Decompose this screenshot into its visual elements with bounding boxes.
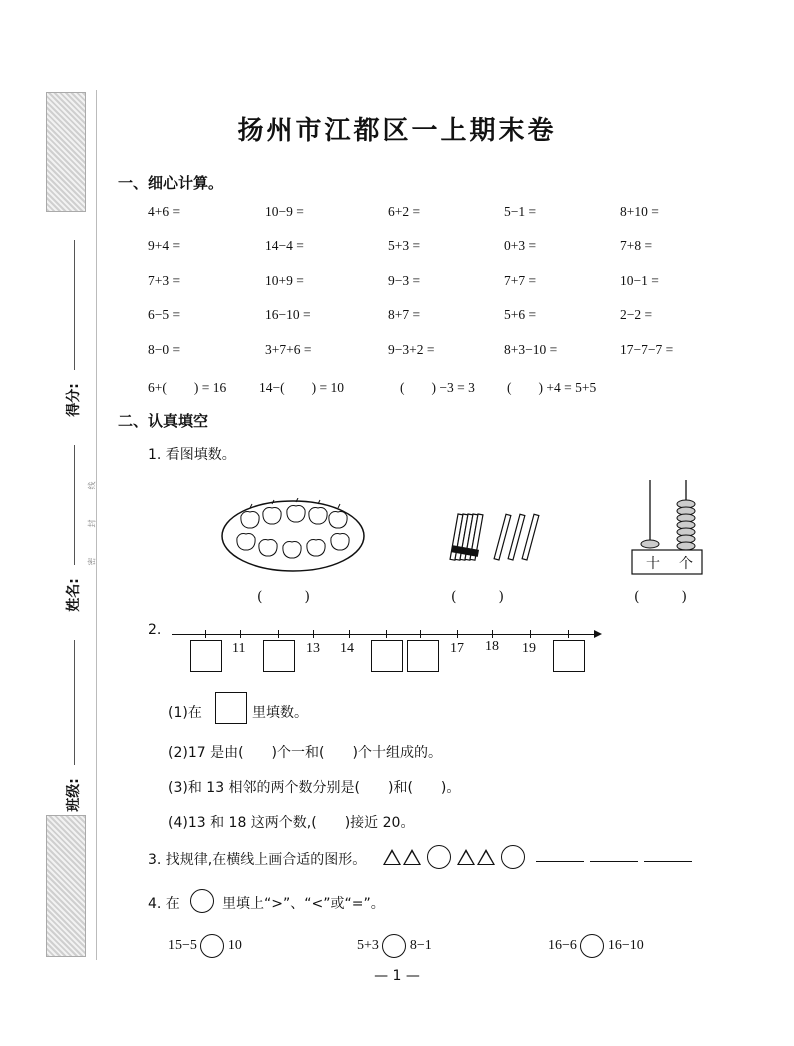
- triangle-icon: [457, 849, 475, 865]
- pattern-shapes: [382, 845, 692, 869]
- number-line-tick: [349, 630, 350, 638]
- sample-box: [215, 692, 247, 724]
- compare-circle[interactable]: [580, 934, 604, 958]
- number-line-tick: [240, 630, 241, 638]
- page-title: 扬州市江都区一上期末卷: [237, 116, 557, 146]
- compare-item: [357, 934, 432, 958]
- section1-heading: 一、细心计算。: [118, 174, 224, 192]
- pears-plate-image: [220, 498, 366, 574]
- number-box[interactable]: [407, 640, 439, 672]
- number-line-tick: [492, 630, 493, 638]
- q2-sub1-prefix: (1)在: [168, 705, 202, 721]
- calc-item: 17−7−7 =: [620, 342, 674, 357]
- number-line-tick: [530, 630, 531, 638]
- number-label: 13: [306, 641, 320, 656]
- number-label: 18: [485, 639, 499, 654]
- cut-line-char: 封: [87, 519, 97, 528]
- abacus-ones-label: 个: [679, 556, 693, 572]
- calc-item: 14−4 =: [265, 238, 304, 253]
- calc-item: 9+4 =: [148, 238, 181, 253]
- calc-item: 8−0 =: [148, 342, 181, 357]
- number-box[interactable]: [371, 640, 403, 672]
- number-line-arrow-icon: [594, 630, 602, 638]
- q2-sub4: (4)13 和 18 这两个数,( )接近 20。: [168, 815, 415, 831]
- number-box[interactable]: [553, 640, 585, 672]
- number-label: 19: [522, 641, 536, 656]
- compare-circle[interactable]: [200, 934, 224, 958]
- number-label: 11: [232, 641, 246, 656]
- compare-item: [548, 934, 644, 958]
- q2-sub3: (3)和 13 相邻的两个数分别是( )和( )。: [168, 780, 461, 796]
- score-label: 得分:: [65, 383, 82, 417]
- stamp-bottom: [46, 815, 86, 957]
- circle-icon: [501, 845, 525, 869]
- abacus-tens-label: 十: [646, 556, 660, 572]
- compare-left: 5+3: [357, 938, 379, 954]
- answer-blank[interactable]: [590, 849, 638, 862]
- number-line-tick: [568, 630, 569, 638]
- number-label: 17: [450, 641, 464, 656]
- sticks-image: [448, 510, 544, 568]
- class-line: [74, 640, 75, 765]
- calc-item: 9−3+2 =: [388, 342, 435, 357]
- compare-right: 16−10: [607, 938, 644, 954]
- compare-circle[interactable]: [382, 934, 406, 958]
- q3-text: 3. 找规律,在横线上画合适的图形。: [148, 852, 367, 868]
- number-label: 14: [340, 641, 354, 656]
- calc-item: 7+8 =: [620, 238, 653, 253]
- q2-label: 2.: [148, 622, 162, 638]
- circle-icon: [190, 889, 214, 913]
- calc-item: 10−9 =: [265, 204, 304, 219]
- compare-left: 16−6: [548, 938, 577, 954]
- calc-item: 6−5 =: [148, 307, 181, 322]
- cut-line-char: 密: [87, 557, 97, 566]
- calc-item: ( ) +4 = 5+5: [507, 380, 597, 395]
- abacus-image: [630, 478, 706, 576]
- q4-suffix: 里填上“>”、“<”或“=”。: [222, 896, 385, 912]
- cut-line-char: 线: [87, 481, 97, 490]
- calc-item: 7+3 =: [148, 273, 181, 288]
- compare-right: 8−1: [409, 938, 432, 954]
- number-line-tick: [457, 630, 458, 638]
- calc-item: 7+7 =: [504, 273, 537, 288]
- triangle-icon: [477, 849, 495, 865]
- calc-item: 6+2 =: [388, 204, 421, 219]
- q1-text: 1. 看图填数。: [148, 447, 236, 463]
- number-line-tick: [313, 630, 314, 638]
- score-line: [74, 240, 75, 370]
- triangle-icon: [383, 849, 401, 865]
- calc-item: 14−( ) = 10: [259, 380, 344, 395]
- calc-item: 8+7 =: [388, 307, 421, 322]
- calc-item: 8+10 =: [620, 204, 659, 219]
- answer-blank[interactable]: [644, 849, 692, 862]
- calc-item: 16−10 =: [265, 307, 311, 322]
- number-box[interactable]: [263, 640, 295, 672]
- number-line-tick: [278, 630, 279, 638]
- answer-paren[interactable]: ( ): [451, 589, 504, 605]
- triangle-icon: [403, 849, 421, 865]
- number-line-tick: [205, 630, 206, 638]
- calc-item: 8+3−10 =: [504, 342, 558, 357]
- calc-item: 5+6 =: [504, 307, 537, 322]
- calc-item: 6+( ) = 16: [148, 380, 227, 395]
- number-box[interactable]: [190, 640, 222, 672]
- q4-prefix: 4. 在: [148, 896, 180, 912]
- calc-item: 0+3 =: [504, 238, 537, 253]
- answer-paren[interactable]: ( ): [257, 589, 310, 605]
- calc-item: 3+7+6 =: [265, 342, 312, 357]
- q2-sub1-suffix: 里填数。: [252, 705, 308, 721]
- calc-item: 9−3 =: [388, 273, 421, 288]
- page-number: — 1 —: [374, 968, 420, 984]
- class-label: 班级:: [65, 778, 82, 812]
- name-line: [74, 445, 75, 565]
- calc-item: ( ) −3 = 3: [400, 380, 475, 395]
- compare-item: [168, 934, 242, 958]
- calc-item: 2−2 =: [620, 307, 653, 322]
- name-label: 姓名:: [65, 578, 82, 612]
- section2-heading: 二、认真填空: [118, 412, 209, 430]
- answer-blank[interactable]: [536, 849, 584, 862]
- compare-left: 15−5: [168, 938, 197, 954]
- calc-item: 4+6 =: [148, 204, 181, 219]
- answer-paren[interactable]: ( ): [634, 589, 687, 605]
- compare-right: 10: [227, 938, 242, 954]
- number-line: [172, 634, 596, 635]
- calc-item: 5+3 =: [388, 238, 421, 253]
- calc-item: 10+9 =: [265, 273, 304, 288]
- calc-item: 5−1 =: [504, 204, 537, 219]
- number-line-tick: [386, 630, 387, 638]
- number-line-tick: [420, 630, 421, 638]
- q2-sub2: (2)17 是由( )个一和( )个十组成的。: [168, 745, 442, 761]
- circle-icon: [427, 845, 451, 869]
- calc-item: 10−1 =: [620, 273, 659, 288]
